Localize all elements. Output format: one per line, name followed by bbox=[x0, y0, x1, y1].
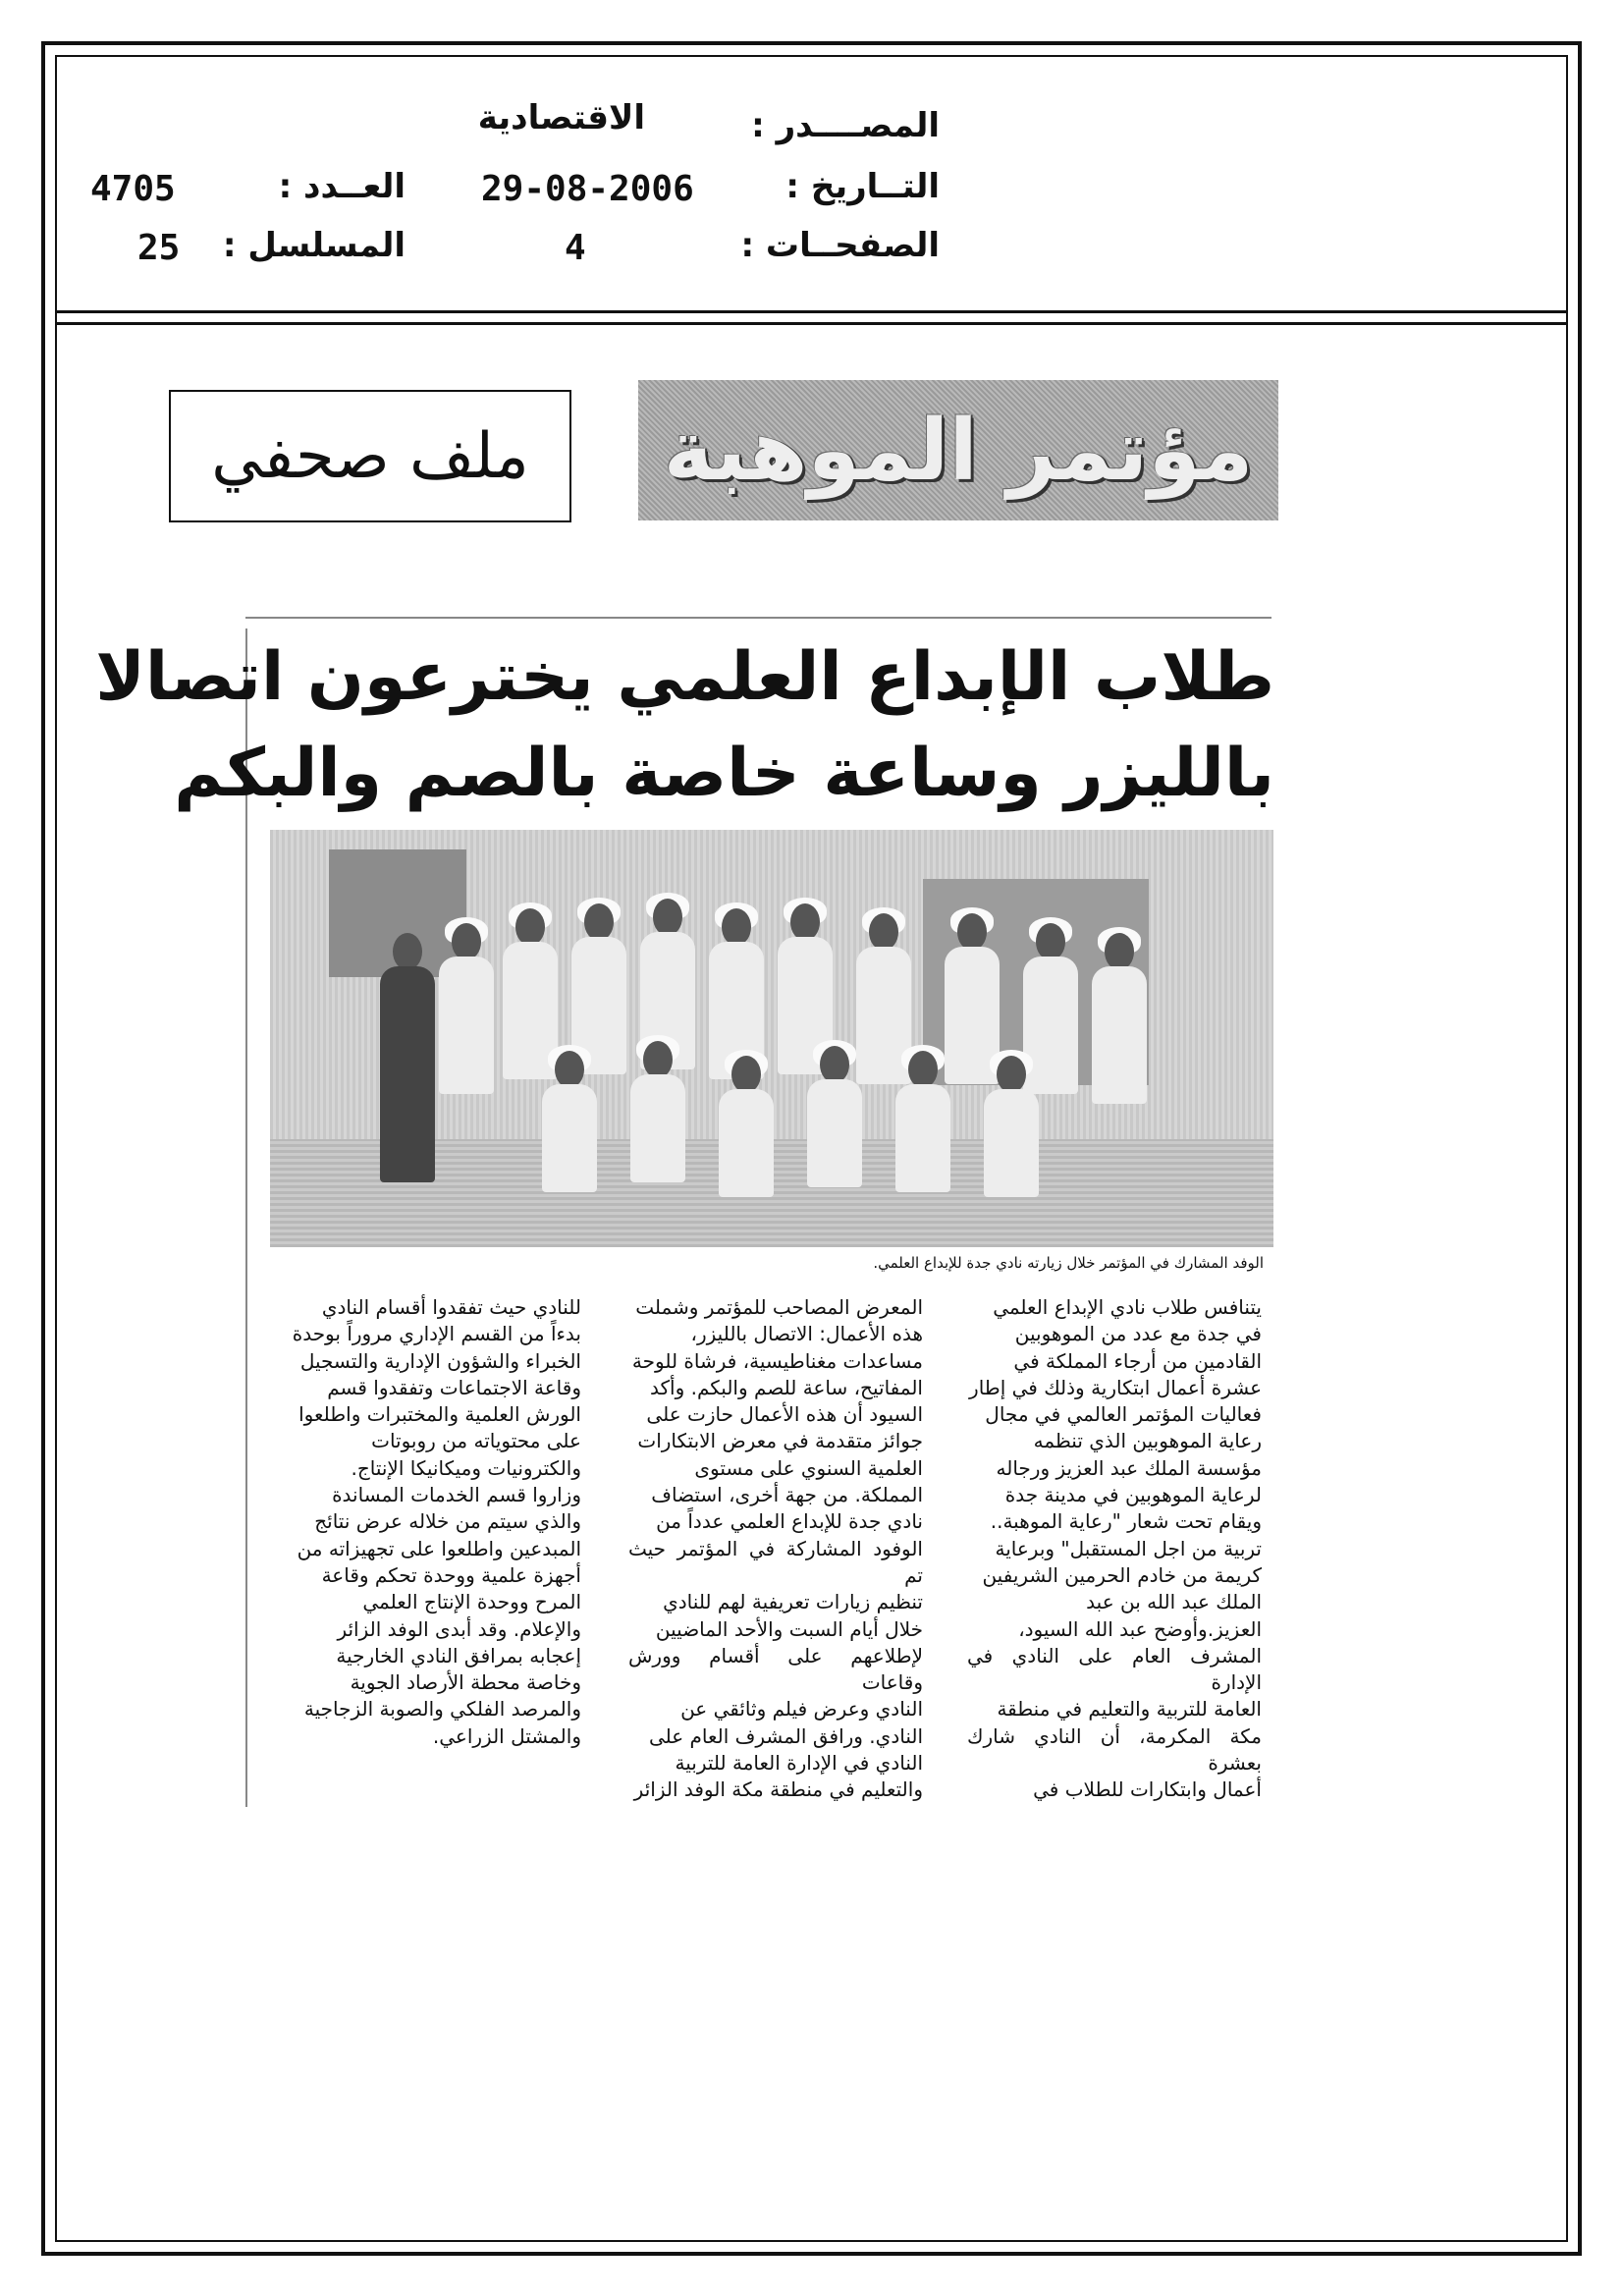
header-divider bbox=[55, 310, 1568, 313]
pages-label: الصفحــات : bbox=[740, 226, 940, 265]
serial-label: المسلسل : bbox=[222, 226, 406, 265]
conference-banner bbox=[638, 380, 1278, 520]
article-column-3: للنادي حيث تفقدوا أقسام النادي بدءاً من القسم الإداري مروراً بوحدة الخبراء والشؤون الإدارية والتسجيل وقاعة الاجتماعات وتفقدوا قسم الورش العلمية والمختبرات واطلعوا على محتوياته من روبوتات والكترونيات وميكانيكا الإنتاج. وزاروا قسم الخدمات المساندة والذي سيتم من خلاله عرض نتائج المبدعين واطلعوا على تجهيزاته من أجهزة علمية ووحدة تحكم وقاعة المرح ووحدة الإنتاج العلمي والإعلام. وقد أبدى الوفد الزائر إعجابه بمرافق النادي الخارجية وخاصة محطة الأرصاد الجوية والمرصد الفلكي والصوبة الزجاجية والمشتل الزراعي. bbox=[292, 1295, 581, 1748]
date-label: التــاريخ : bbox=[785, 167, 940, 206]
headline-line-2: بالليزر وساعة خاصة بالصم والبكم bbox=[174, 735, 1274, 812]
article-photo bbox=[270, 830, 1273, 1247]
issue-value: 4705 bbox=[90, 169, 176, 209]
press-file-label: ملف صحفي bbox=[211, 419, 529, 493]
serial-value: 25 bbox=[137, 228, 181, 268]
headline-line-1: طلاب الإبداع العلمي يخترعون اتصالا bbox=[95, 638, 1274, 716]
photo-caption: الوفد المشارك في المؤتمر خلال زيارته نادي جدة للإبداع العلمي. bbox=[873, 1254, 1264, 1272]
press-file-box bbox=[169, 390, 571, 522]
issue-label: العــدد : bbox=[278, 167, 406, 206]
source-label: المصــــدر : bbox=[751, 106, 940, 145]
header-divider-inner bbox=[55, 322, 1568, 325]
date-value: 29-08-2006 bbox=[481, 169, 694, 209]
article-top-rule bbox=[245, 617, 1271, 619]
pages-value: 4 bbox=[565, 228, 586, 268]
source-value: الاقتصادية bbox=[477, 98, 645, 137]
article-column-2: المعرض المصاحب للمؤتمر وشملت هذه الأعمال: الاتصال بالليزر، مساعدات مغناطيسية، فرشاة للوحة المفاتيح، ساعة للصم والبكم. وأكد السيود أن هذه الأعمال حازت على جوائز متقدمة في معرض الابتكارات العلمية السنوي على مستوى المملكة. من جهة أخرى، استضاف نادي جدة للإبداع العلمي عدداً من الوفود المشاركة في المؤتمر حيث تم تنظيم زيارات تعريفية لهم للنادي خلال أيام السبت والأحد الماضيين لإطلاعهم على أقسام وورش وقاعات النادي وعرض فيلم وثائقي عن النادي. ورافق المشرف العام على النادي في الإدارة العامة للتربية والتعليم في منطقة مكة الوفد الزائر bbox=[628, 1295, 923, 1802]
article-column-1: يتنافس طلاب نادي الإبداع العلمي في جدة مع عدد من الموهوبين القادمين من أرجاء المملكة في عشرة أعمال ابتكارية وذلك في إطار فعاليات المؤتمر العالمي في مجال رعاية الموهوبين الذي تنظمه مؤسسة الملك عبد العزيز ورجاله لرعاية الموهوبين في مدينة جدة ويقام تحت شعار "رعاية الموهبة.. تربية من اجل المستقبل" وبرعاية كريمة من خادم الحرمين الشريفين الملك عبد الله بن عبد العزيز.وأوضح عبد الله السيود، المشرف العام على النادي في الإدارة العامة للتربية والتعليم في منطقة مكة المكرمة، أن النادي شارك بعشرة أعمال وابتكارات للطلاب في bbox=[967, 1295, 1262, 1802]
banner-title: مؤتمر الموهبة bbox=[663, 401, 1254, 500]
